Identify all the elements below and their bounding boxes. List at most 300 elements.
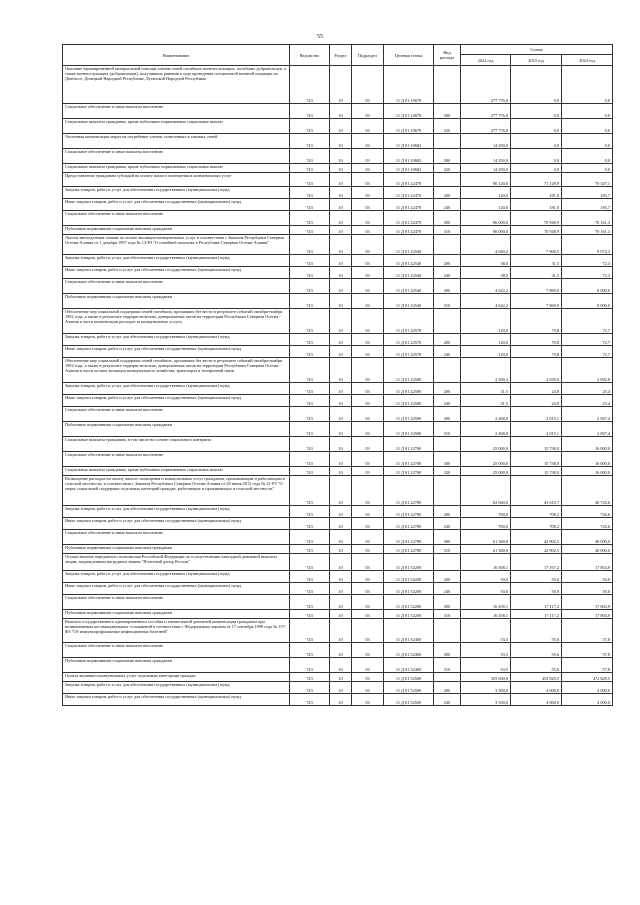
cell-celevaya: 11 Д 01 22780: [384, 476, 434, 506]
cell-razdel: 10: [330, 506, 352, 518]
cell-vid: 310: [434, 545, 461, 554]
cell-2023: 70 948,9: [511, 226, 562, 235]
cell-name: Закупка товаров, работ и услуг для обеспечения государственных (муниципальных) нужд: [63, 383, 290, 395]
cell-2024: 40 000,0: [562, 530, 613, 545]
cell-ved: 743: [290, 119, 330, 134]
cell-celevaya: 11 Д 01 22780: [384, 506, 434, 518]
cell-podrazdel: 03: [352, 119, 384, 134]
cell-name: Иные закупки товаров, работ и услуг для обеспечения государственных (муниципальных) нужд: [63, 518, 290, 530]
cell-2022: 4 622,2: [461, 294, 511, 309]
cell-vid: 300: [434, 149, 461, 164]
cell-podrazdel: 03: [352, 673, 384, 682]
cell-2022: 31,5: [461, 383, 511, 395]
cell-celevaya: 11 Д 01 22580: [384, 422, 434, 437]
cell-name: Возмещение расходов на оплату жилого помещения и коммунальных услуг гражданам, проживающим и работающим в сельской местности, в соответствии с Законом Республики Северная Осетия-Алания от 20 июня 2012 года № 21-РЗ "О мерах социальной поддержки отдельных категорий граждан, работающих и проживающих в сельской местности": [63, 476, 290, 506]
cell-razdel: 10: [330, 422, 352, 437]
cell-razdel: 10: [330, 694, 352, 706]
cell-2022: 14 250,0: [461, 134, 511, 149]
cell-ved: 743: [290, 476, 330, 506]
cell-2022: 62 060,0: [461, 476, 511, 506]
cell-razdel: 10: [330, 173, 352, 187]
cell-vid: [434, 673, 461, 682]
cell-razdel: 10: [330, 199, 352, 211]
cell-2022: 50,0: [461, 571, 511, 583]
cell-2022: 61 360,0: [461, 545, 511, 554]
cell-ved: 743: [290, 187, 330, 199]
cell-ved: 743: [290, 211, 330, 226]
header-razdel: Раздел: [330, 45, 352, 66]
cell-2022: 61 360,0: [461, 530, 511, 545]
cell-celevaya: 11 Д 01 22570: [384, 309, 434, 334]
cell-razdel: 10: [330, 554, 352, 571]
cell-ved: 743: [290, 164, 330, 173]
cell-celevaya: 11 Д 01 52200: [384, 583, 434, 595]
cell-2024: 72,3: [562, 255, 613, 267]
cell-podrazdel: 03: [352, 467, 384, 476]
cell-vid: 300: [434, 407, 461, 422]
table-row: [63, 104, 613, 119]
cell-podrazdel: 03: [352, 554, 384, 571]
cell-podrazdel: 03: [352, 267, 384, 279]
cell-ved: 743: [290, 467, 330, 476]
cell-podrazdel: 03: [352, 571, 384, 583]
cell-name: Закупка товаров, работ и услуг для обеспечения государственных (муниципальных) нужд: [63, 334, 290, 346]
header-ved: Ведомство: [290, 45, 330, 66]
cell-ved: 743: [290, 346, 330, 358]
table-row: [63, 571, 613, 583]
cell-celevaya: 11 Д 01 22570: [384, 334, 434, 346]
cell-podrazdel: 03: [352, 187, 384, 199]
cell-razdel: 10: [330, 149, 352, 164]
cell-ved: 743: [290, 545, 330, 554]
cell-2023: 50,0: [511, 571, 562, 583]
table-header: [63, 45, 613, 66]
cell-razdel: 10: [330, 358, 352, 383]
cell-razdel: 10: [330, 643, 352, 658]
cell-vid: 240: [434, 346, 461, 358]
cell-razdel: 10: [330, 134, 352, 149]
cell-vid: 200: [434, 255, 461, 267]
cell-podrazdel: 03: [352, 506, 384, 518]
cell-celevaya: 11 Д 01 22540: [384, 279, 434, 294]
budget-table-container: [62, 44, 612, 706]
cell-2023: 70 948,9: [511, 211, 562, 226]
cell-celevaya: 11 Д 01 22470: [384, 211, 434, 226]
cell-2022: 16 458,1: [461, 610, 511, 619]
table-row: [63, 279, 613, 294]
cell-razdel: 10: [330, 187, 352, 199]
cell-2023: 7 869,0: [511, 279, 562, 294]
cell-name: Социальное обеспечение и иные выплаты населению: [63, 407, 290, 422]
cell-2022: 53,5: [461, 643, 511, 658]
cell-ved: 743: [290, 619, 330, 643]
cell-razdel: 10: [330, 294, 352, 309]
cell-ved: 743: [290, 643, 330, 658]
cell-2023: 17 167,2: [511, 554, 562, 571]
cell-name: Социальное обеспечение и иные выплаты населению: [63, 595, 290, 610]
cell-vid: [434, 309, 461, 334]
cell-razdel: 10: [330, 309, 352, 334]
cell-2023: 55,6: [511, 619, 562, 643]
cell-celevaya: 11 Д 01 22780: [384, 545, 434, 554]
cell-name: Иные закупки товаров, работ и услуг для обеспечения государственных (муниципальных) нужд: [63, 395, 290, 407]
cell-ved: 743: [290, 452, 330, 467]
cell-2023: 181,0: [511, 199, 562, 211]
cell-2024: 4 000,0: [562, 682, 613, 694]
cell-2022: 14 250,0: [461, 149, 511, 164]
cell-podrazdel: 03: [352, 226, 384, 235]
cell-2023: 43 610,7: [511, 476, 562, 506]
cell-2024: 185,7: [562, 199, 613, 211]
cell-2023: 2 039,9: [511, 358, 562, 383]
cell-podrazdel: 03: [352, 279, 384, 294]
cell-2024: 25,4: [562, 383, 613, 395]
cell-vid: 320: [434, 164, 461, 173]
cell-ved: 743: [290, 673, 330, 682]
cell-podrazdel: 03: [352, 518, 384, 530]
budget-table: [62, 44, 613, 706]
cell-razdel: 10: [330, 530, 352, 545]
table-row: [63, 467, 613, 476]
cell-razdel: 10: [330, 467, 352, 476]
cell-celevaya: 11 Д 01 22580: [384, 407, 434, 422]
cell-celevaya: 11 Д 01 52400: [384, 619, 434, 643]
cell-2023: 50,0: [511, 583, 562, 595]
cell-vid: 310: [434, 658, 461, 673]
cell-podrazdel: 03: [352, 658, 384, 673]
cell-2023: 708,2: [511, 518, 562, 530]
cell-2022: 120,0: [461, 346, 511, 358]
cell-celevaya: 11 Д 01 52500: [384, 682, 434, 694]
cell-2023: 0,0: [511, 134, 562, 149]
cell-razdel: 10: [330, 235, 352, 255]
cell-2023: 31,5: [511, 267, 562, 279]
cell-podrazdel: 03: [352, 595, 384, 610]
table-row: [63, 422, 613, 437]
cell-2024: 50,0: [562, 583, 613, 595]
cell-podrazdel: 03: [352, 476, 384, 506]
cell-vid: [434, 134, 461, 149]
cell-2023: 70,8: [511, 309, 562, 334]
cell-2022: 53,5: [461, 619, 511, 643]
cell-2023: 42 902,5: [511, 530, 562, 545]
cell-2023: 2 015,1: [511, 422, 562, 437]
table-row: [63, 255, 613, 267]
cell-vid: 300: [434, 104, 461, 119]
cell-2022: 2 500,3: [461, 358, 511, 383]
cell-2022: 700,0: [461, 506, 511, 518]
header-podrazdel: Подраздел: [352, 45, 384, 66]
cell-celevaya: 11 Д 01 52200: [384, 610, 434, 619]
cell-name: Предоставление гражданам субсидий на оплату жилого помещения и коммунальных услуг: [63, 173, 290, 187]
table-row: [63, 452, 613, 467]
cell-podrazdel: 03: [352, 211, 384, 226]
cell-razdel: 10: [330, 595, 352, 610]
cell-2024: 2 067,4: [562, 422, 613, 437]
cell-ved: 743: [290, 554, 330, 571]
cell-2022: 25 000,0: [461, 437, 511, 452]
table-row: [63, 309, 613, 334]
cell-2023: 15 738,0: [511, 452, 562, 467]
cell-celevaya: 11 Д 01 52500: [384, 673, 434, 682]
cell-razdel: 10: [330, 610, 352, 619]
table-row: [63, 66, 613, 104]
cell-razdel: 10: [330, 407, 352, 422]
cell-podrazdel: 03: [352, 309, 384, 334]
cell-podrazdel: 03: [352, 235, 384, 255]
cell-name: Социальное обеспечение и иные выплаты населению: [63, 149, 290, 164]
cell-vid: 300: [434, 279, 461, 294]
cell-name: Оплата жилищно-коммунальных услуг отдельным категориям граждан: [63, 673, 290, 682]
cell-2024: 2 067,4: [562, 407, 613, 422]
table-row: [63, 334, 613, 346]
cell-2022: 4 622,2: [461, 279, 511, 294]
header-year-2022: 2022 год: [461, 55, 511, 66]
cell-ved: 743: [290, 309, 330, 334]
cell-celevaya: 11 Д 01 22470: [384, 199, 434, 211]
table-row: [63, 211, 613, 226]
table-row: [63, 407, 613, 422]
cell-razdel: 10: [330, 658, 352, 673]
cell-celevaya: 11 Д 01 22700: [384, 437, 434, 452]
cell-vid: 240: [434, 395, 461, 407]
cell-podrazdel: 03: [352, 694, 384, 706]
cell-2023: 708,2: [511, 506, 562, 518]
cell-podrazdel: 03: [352, 619, 384, 643]
cell-2024: 70 161,3: [562, 211, 613, 226]
cell-2024: 0,0: [562, 149, 613, 164]
cell-vid: 300: [434, 595, 461, 610]
cell-ved: 743: [290, 255, 330, 267]
cell-razdel: 10: [330, 267, 352, 279]
cell-name: Обеспечение мер социальной поддержки семей погибших, пропавших без вести в результате событий октября-ноября 1992 года, а также в результате террористических, диверсионных актов на территории Республики Северная Осетия - Алания в части компенсации расходов за коммунальные услуги: [63, 309, 290, 334]
cell-razdel: 10: [330, 104, 352, 119]
header-name: Наименование: [63, 45, 290, 66]
cell-ved: 743: [290, 583, 330, 595]
cell-name: Выплата государственного единовременного пособия и ежемесячной денежной компенсации гражданам при возникновении поствакцинальных осложнений в соответствии с Федеральным законом от 17 сентября 1998 года № 157-ФЗ "Об иммунопрофилактике инфекционных болезней": [63, 619, 290, 643]
cell-razdel: 10: [330, 346, 352, 358]
cell-2024: 16 000,0: [562, 452, 613, 467]
cell-2024: 72,3: [562, 267, 613, 279]
cell-podrazdel: 03: [352, 452, 384, 467]
cell-vid: 200: [434, 682, 461, 694]
cell-razdel: 10: [330, 395, 352, 407]
cell-ved: 743: [290, 173, 330, 187]
cell-2023: 17 117,2: [511, 610, 562, 619]
cell-2022: 38,0: [461, 255, 511, 267]
cell-2022: 3 500,0: [461, 682, 511, 694]
cell-podrazdel: 03: [352, 255, 384, 267]
table-row: [63, 610, 613, 619]
cell-2024: 50,0: [562, 571, 613, 583]
cell-ved: 743: [290, 437, 330, 452]
cell-2023: 0,0: [511, 119, 562, 134]
cell-razdel: 10: [330, 334, 352, 346]
cell-2022: 355 600,0: [461, 673, 511, 682]
table-row: [63, 530, 613, 545]
cell-2024: 16 000,0: [562, 437, 613, 452]
cell-2024: 0,0: [562, 134, 613, 149]
cell-name: Социальное обеспечение и иные выплаты населению: [63, 279, 290, 294]
cell-2024: 0,0: [562, 66, 613, 104]
cell-2024: 17 854,9: [562, 554, 613, 571]
table-row: [63, 358, 613, 383]
cell-2024: 40 726,6: [562, 476, 613, 506]
table-row: [63, 346, 613, 358]
table-row: [63, 294, 613, 309]
cell-2024: 72,7: [562, 309, 613, 334]
cell-ved: 743: [290, 395, 330, 407]
cell-2022: 277 776,0: [461, 119, 511, 134]
cell-name: Иные закупки товаров, работ и услуг для обеспечения государственных (муниципальных) нужд: [63, 583, 290, 595]
cell-vid: 320: [434, 467, 461, 476]
cell-vid: 300: [434, 211, 461, 226]
table-body: [63, 66, 613, 706]
cell-name: Социальные выплаты гражданам, кроме публичных нормативных социальных выплат: [63, 119, 290, 134]
cell-celevaya: 11 Д 01 22470: [384, 226, 434, 235]
cell-name: Иные закупки товаров, работ и услуг для обеспечения государственных (муниципальных) нужд: [63, 267, 290, 279]
cell-vid: 200: [434, 506, 461, 518]
cell-vid: 200: [434, 383, 461, 395]
cell-2022: 86 000,0: [461, 211, 511, 226]
cell-vid: 240: [434, 583, 461, 595]
page-number: 55: [317, 34, 323, 40]
cell-2023: 17 117,2: [511, 595, 562, 610]
cell-ved: 743: [290, 226, 330, 235]
cell-2024: 25,4: [562, 395, 613, 407]
table-row: [63, 476, 613, 506]
cell-razdel: 10: [330, 255, 352, 267]
cell-celevaya: 11 Д 01 22580: [384, 383, 434, 395]
cell-vid: [434, 476, 461, 506]
cell-razdel: 10: [330, 673, 352, 682]
table-row: [63, 583, 613, 595]
cell-name: Закупка товаров, работ и услуг для обеспечения государственных (муниципальных) нужд: [63, 255, 290, 267]
cell-ved: 743: [290, 358, 330, 383]
cell-celevaya: 11 Д 01 22780: [384, 518, 434, 530]
cell-2024: 726,6: [562, 518, 613, 530]
cell-name: Иные закупки товаров, работ и услуг для обеспечения государственных (муниципальных) нужд: [63, 694, 290, 706]
cell-2023: 0,0: [511, 104, 562, 119]
cell-vid: 310: [434, 422, 461, 437]
cell-vid: 300: [434, 530, 461, 545]
cell-2022: 86 000,0: [461, 226, 511, 235]
cell-vid: [434, 173, 461, 187]
cell-ved: 743: [290, 334, 330, 346]
cell-2023: 71 129,9: [511, 173, 562, 187]
cell-2024: 17 804,9: [562, 610, 613, 619]
cell-2022: 25 000,0: [461, 452, 511, 467]
cell-2023: 181,0: [511, 187, 562, 199]
cell-2023: 15 738,0: [511, 467, 562, 476]
cell-name: Социальное обеспечение и иные выплаты населению: [63, 530, 290, 545]
cell-ved: 743: [290, 294, 330, 309]
cell-2023: 0,0: [511, 164, 562, 173]
cell-2024: 726,6: [562, 506, 613, 518]
cell-razdel: 10: [330, 452, 352, 467]
cell-ved: 743: [290, 66, 330, 104]
cell-celevaya: 11 Д 01 22580: [384, 358, 434, 383]
cell-podrazdel: 03: [352, 66, 384, 104]
cell-name: Закупка товаров, работ и услуг для обеспечения государственных (муниципальных) нужд: [63, 682, 290, 694]
cell-2023: 7 869,0: [511, 294, 562, 309]
cell-razdel: 10: [330, 619, 352, 643]
cell-2022: 25 000,0: [461, 467, 511, 476]
cell-celevaya: 11 Д 01 10679: [384, 119, 434, 134]
cell-2022: 31,5: [461, 395, 511, 407]
cell-2024: 57,8: [562, 658, 613, 673]
cell-podrazdel: 03: [352, 530, 384, 545]
cell-2023: 55,6: [511, 643, 562, 658]
cell-2024: 0,0: [562, 104, 613, 119]
cell-vid: 200: [434, 334, 461, 346]
cell-razdel: 10: [330, 119, 352, 134]
cell-podrazdel: 03: [352, 610, 384, 619]
table-row: [63, 673, 613, 682]
cell-name: Осуществление переданного полномочия Российской Федерации по осуществлению ежегодной денежной выплаты лицам, награжденным нагрудным знаком "Почетный донор России": [63, 554, 290, 571]
cell-razdel: 10: [330, 383, 352, 395]
cell-2023: 24,8: [511, 395, 562, 407]
cell-vid: 200: [434, 187, 461, 199]
cell-2022: 120,0: [461, 309, 511, 334]
cell-2024: 57,8: [562, 643, 613, 658]
cell-vid: 310: [434, 610, 461, 619]
cell-name: Публичные нормативные социальные выплаты гражданам: [63, 545, 290, 554]
table-row: [63, 658, 613, 673]
cell-ved: 743: [290, 506, 330, 518]
cell-2022: 3 500,0: [461, 694, 511, 706]
cell-celevaya: 11 Д 01 22470: [384, 173, 434, 187]
table-row: [63, 395, 613, 407]
cell-podrazdel: 03: [352, 422, 384, 437]
cell-ved: 743: [290, 134, 330, 149]
cell-2023: 0,0: [511, 149, 562, 164]
cell-ved: 743: [290, 571, 330, 583]
cell-celevaya: 11 Д 01 10682: [384, 164, 434, 173]
cell-2022: 700,0: [461, 518, 511, 530]
cell-celevaya: 11 Д 01 22540: [384, 267, 434, 279]
cell-celevaya: 11 Д 01 52400: [384, 643, 434, 658]
cell-2022: 38,0: [461, 267, 511, 279]
cell-2022: 50,0: [461, 583, 511, 595]
cell-name: Обеспечение мер социальной поддержки семей погибших, пропавших без вести в результате событий октября-ноября 1992 года, а также в результате террористических, диверсионных актов на территории Республики Северная Осетия - Алания в части оплаты жилищно-коммунального хозяйства, транспорта и телефонной связи: [63, 358, 290, 383]
cell-2022: 120,0: [461, 334, 511, 346]
cell-2023: 15 738,0: [511, 437, 562, 452]
table-row: [63, 437, 613, 452]
cell-2022: 86 120,0: [461, 173, 511, 187]
cell-podrazdel: 03: [352, 682, 384, 694]
cell-ved: 743: [290, 610, 330, 619]
cell-podrazdel: 03: [352, 643, 384, 658]
cell-2024: 70 347,1: [562, 173, 613, 187]
cell-vid: [434, 554, 461, 571]
cell-2024: 17 804,9: [562, 595, 613, 610]
cell-razdel: 10: [330, 437, 352, 452]
cell-razdel: 10: [330, 66, 352, 104]
cell-celevaya: 11 Д 01 22540: [384, 294, 434, 309]
cell-name: Льготы многодетным семьям по оплате жилищно-коммунальных услуг в соответствии с Законом Республики Северная Осетия-Алания от 1 декабря 1997 года № 13-РЗ "О семейной политике в Республике Северная Осетия-Алания": [63, 235, 290, 255]
cell-vid: 240: [434, 518, 461, 530]
header-year-2024: 2024 год: [562, 55, 613, 66]
table-row: [63, 506, 613, 518]
table-row: [63, 383, 613, 395]
cell-vid: [434, 66, 461, 104]
cell-celevaya: 11 Д 01 10682: [384, 149, 434, 164]
cell-podrazdel: 03: [352, 294, 384, 309]
table-row: [63, 149, 613, 164]
cell-2024: 72,7: [562, 346, 613, 358]
cell-razdel: 10: [330, 682, 352, 694]
